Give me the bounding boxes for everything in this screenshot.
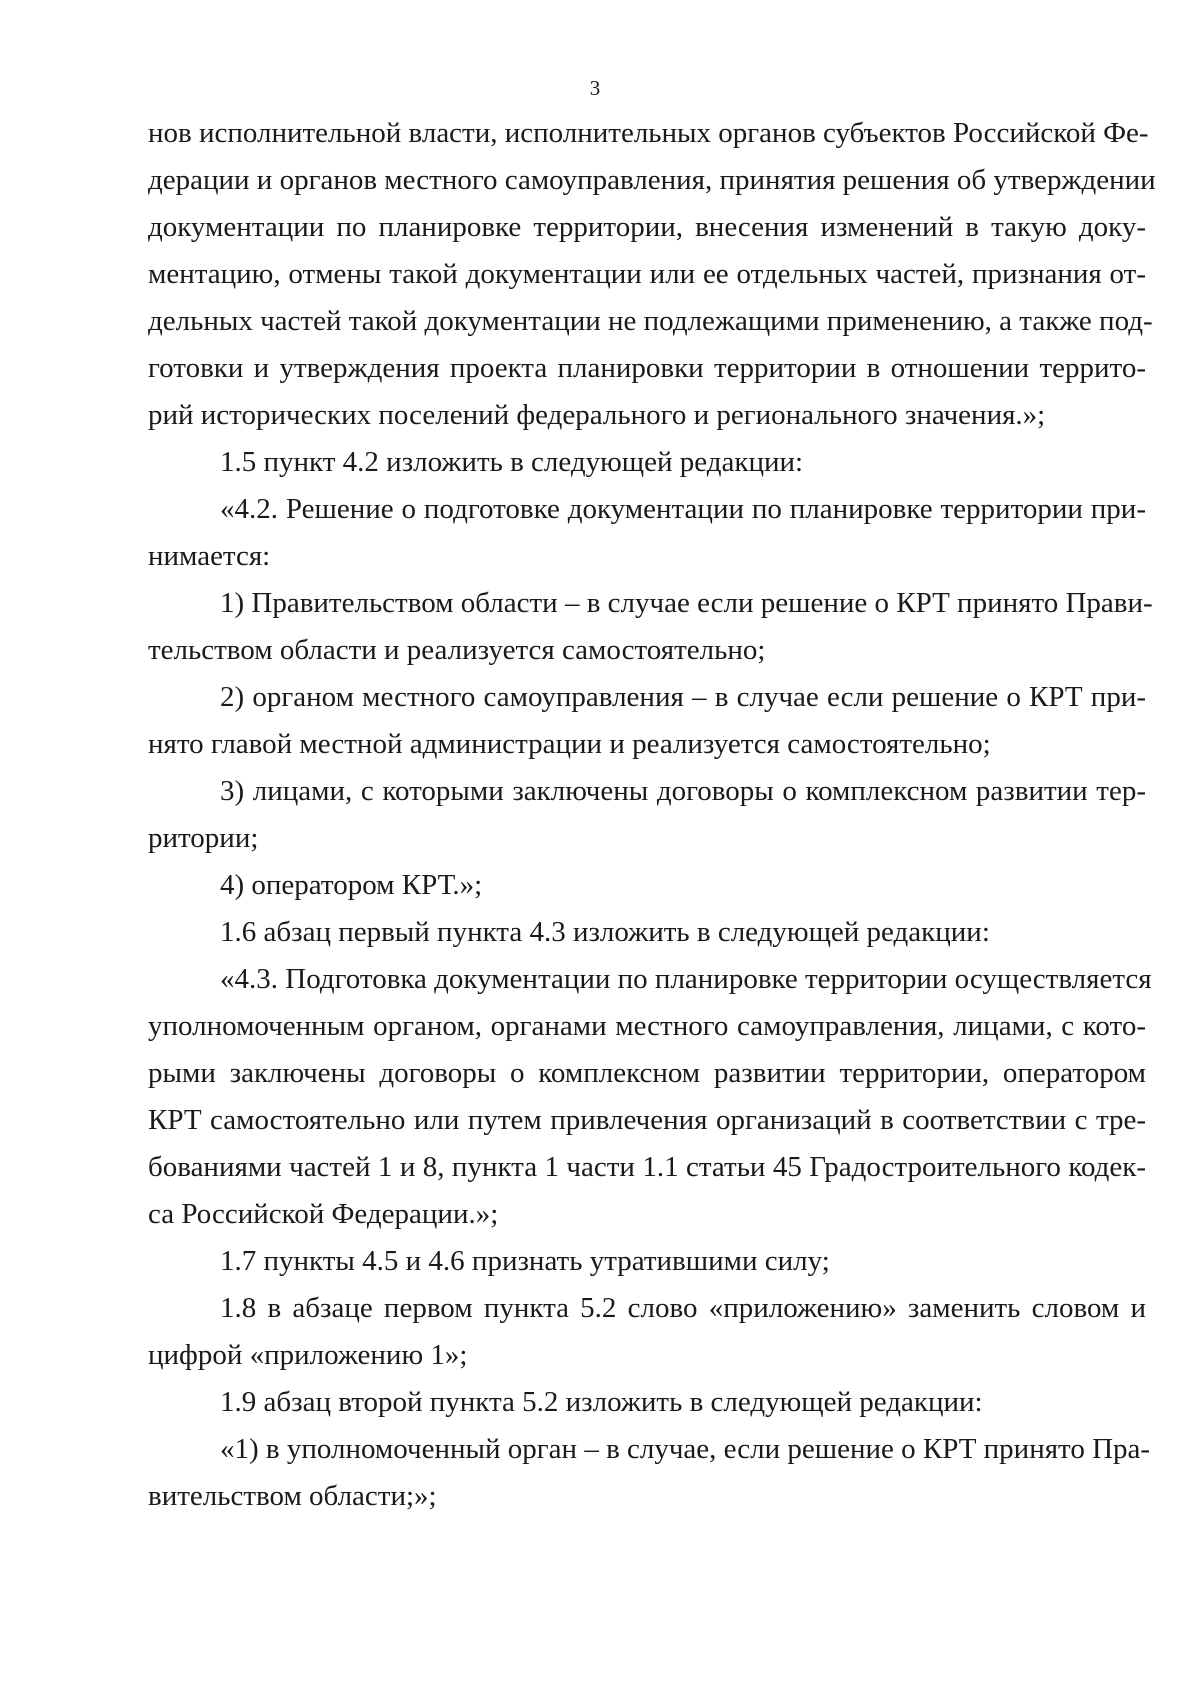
text-line: 1) Правительством области – в случае если решение о КРТ принято Прави- — [220, 587, 1153, 619]
text-line: ритории; — [148, 822, 259, 854]
text-line: нято главой местной администрации и реализуется самостоятельно; — [148, 728, 991, 760]
text-line: КРТ самостоятельно или путем привлечения организаций в соответствии с тре- — [148, 1104, 1146, 1136]
text-line: документации по планировке территории, внесения изменений в такую доку- — [148, 211, 1146, 243]
text-line: вительством области;»; — [148, 1480, 437, 1512]
text-line: 1.9 абзац второй пункта 5.2 изложить в следующей редакции: — [220, 1386, 983, 1418]
text-line: 1.8 в абзаце первом пункта 5.2 слово «приложению» заменить словом и — [220, 1292, 1146, 1324]
text-line: 3) лицами, с которыми заключены договоры о комплексном развитии тер- — [220, 775, 1146, 807]
text-line: «4.2. Решение о подготовке документации по планировке территории при- — [220, 493, 1146, 525]
text-line: 1.5 пункт 4.2 изложить в следующей редакции: — [220, 446, 804, 478]
text-line: рий исторических поселений федерального и регионального значения.»; — [148, 399, 1046, 431]
text-line: цифрой «приложению 1»; — [148, 1339, 468, 1371]
text-line: тельством области и реализуется самостоятельно; — [148, 634, 766, 666]
text-line: дельных частей такой документации не подлежащими применению, а также под- — [148, 305, 1153, 337]
text-line: 1.6 абзац первый пункта 4.3 изложить в следующей редакции: — [220, 916, 990, 948]
text-line: нов исполнительной власти, исполнительных органов субъектов Российской Фе- — [148, 117, 1149, 149]
text-line: бованиями частей 1 и 8, пункта 1 части 1.1 статьи 45 Градостроительного кодек- — [148, 1151, 1146, 1183]
text-line: 4) оператором КРТ.»; — [220, 869, 483, 901]
text-line: 1.7 пункты 4.5 и 4.6 признать утратившими силу; — [220, 1245, 830, 1277]
text-line: готовки и утверждения проекта планировки территории в отношении террито- — [148, 352, 1146, 384]
text-line: ментацию, отмены такой документации или ее отдельных частей, признания от- — [148, 258, 1146, 290]
text-line: 2) органом местного самоуправления – в случае если решение о КРТ при- — [220, 681, 1146, 713]
text-line: «4.3. Подготовка документации по планировке территории осуществляется — [220, 963, 1152, 995]
text-line: «1) в уполномоченный орган – в случае, если решение о КРТ принято Пра- — [220, 1433, 1151, 1465]
text-line: рыми заключены договоры о комплексном развитии территории, оператором — [148, 1057, 1146, 1089]
text-line: нимается: — [148, 540, 271, 572]
text-line: дерации и органов местного самоуправления, принятия решения об утверждении — [148, 164, 1156, 196]
text-line: са Российской Федерации.»; — [148, 1198, 499, 1230]
page-number: 3 — [589, 76, 601, 100]
text-line: уполномоченным органом, органами местного самоуправления, лицами, с кото- — [148, 1010, 1146, 1042]
